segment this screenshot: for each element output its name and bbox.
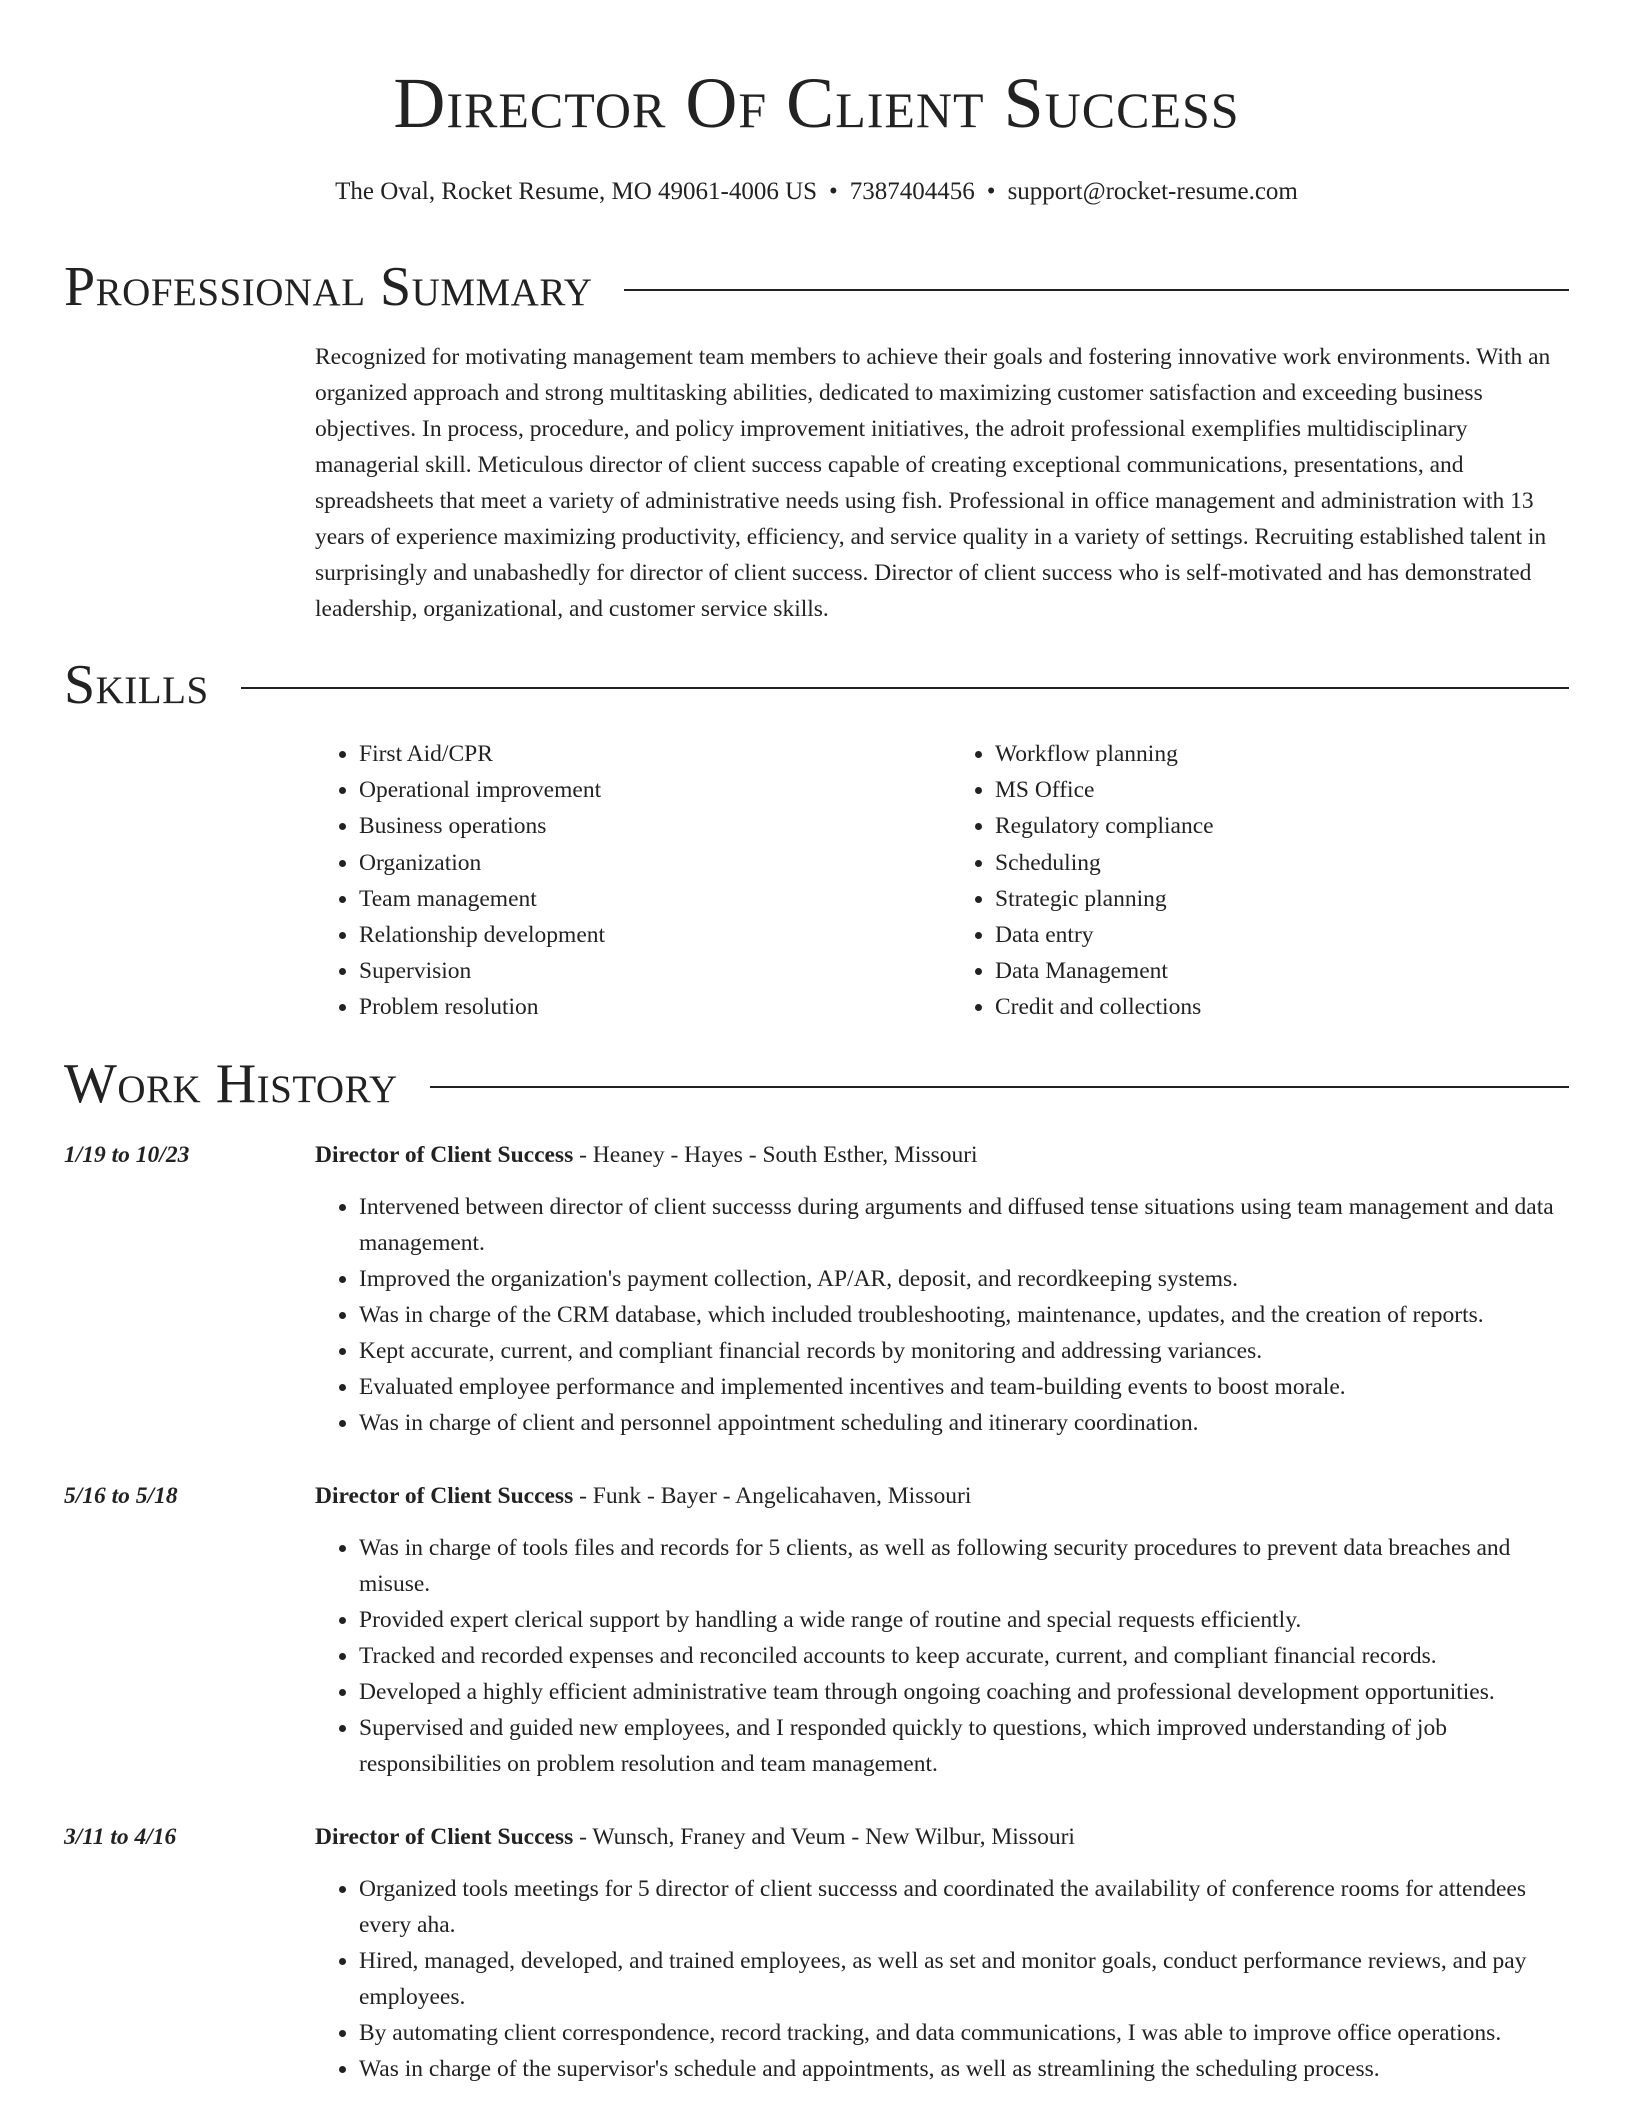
job-bullet: • Kept accurate, current, and compliant financial records by monitoring and addressing variances. (359, 1333, 1571, 1369)
skill-item: • Workflow planning (995, 736, 1567, 772)
contact-address: The Oval, Rocket Resume, MO 49061-4006 US (335, 178, 818, 205)
job-dates: 3/11 to 4/16 (64, 1824, 177, 1850)
skills-column-right (931, 736, 1567, 1026)
job-bullet: • Hired, managed, developed, and trained employees, as well as set and monitor goals, conduct performance reviews, and pay employees. (359, 1943, 1571, 2015)
job-bullet: • Evaluated employee performance and implemented incentives and team-building events to boost morale. (359, 1369, 1571, 1405)
contact-separator: • (829, 178, 838, 205)
contact-line (64, 174, 1569, 210)
skill-item: • First Aid/CPR (359, 736, 931, 772)
job-bullet: • Improved the organization's payment collection, AP/AR, deposit, and recordkeeping systems. (359, 1261, 1571, 1297)
job-bullet: • Was in charge of tools files and records for 5 clients, as well as following security procedures to prevent data breaches and misuse. (359, 1530, 1571, 1602)
summary-section-header (64, 252, 1569, 322)
job-bullet: • Supervised and guided new employees, and I responded quickly to questions, which improved understanding of job responsibilities on problem resolution and team management. (359, 1710, 1571, 1782)
skill-item: • Scheduling (995, 845, 1567, 881)
skill-item: • Relationship development (359, 917, 931, 953)
skill-item: • Strategic planning (995, 881, 1567, 917)
job-bullet: • Was in charge of the supervisor's schedule and appointments, as well as streamlining the scheduling process. (359, 2051, 1571, 2087)
contact-phone: 7387404456 (849, 178, 975, 205)
skills-heading: Skills (64, 654, 209, 716)
job-title-line (315, 1819, 1571, 1855)
summary-text: Recognized for motivating management team members to achieve their goals and fostering innovative work environments. With an organized approach and strong multitasking abilities, dedicated to maximizing customer satisfaction and exceeding business objectives. In process, procedure, and policy improvement initiatives, the adroit professional exemplifies multidisciplinary managerial skill. Meticulous director of client success capable of creating exceptional communications, presentations, and spreadsheets that meet a variety of administrative needs using fish. Professional in office management and administration with 13 years of experience maximizing productivity, efficiency, and service quality in a variety of settings. Recruiting established talent in surprisingly and unabashedly for director of client success. Director of client success who is self-motivated and has demonstrated leadership, organizational, and customer service skills. (315, 344, 1551, 622)
job-bullet: • By automating client correspondence, record tracking, and data communications, I was able to improve office operations. (359, 2015, 1571, 2051)
skill-item: • Organization (359, 845, 931, 881)
skill-item: • Data entry (995, 917, 1567, 953)
job-bullet: • Organized tools meetings for 5 director of client successs and coordinated the availability of conference rooms for attendees every aha. (359, 1871, 1571, 1943)
job-bullet: • Developed a highly efficient administrative team through ongoing coaching and professional development opportunities. (359, 1674, 1571, 1710)
job-dates: 1/19 to 10/23 (64, 1142, 190, 1168)
job-title: Director of Client Success (315, 1142, 574, 1168)
skills-column-left (315, 736, 931, 1026)
skills-list (315, 736, 1571, 1026)
skill-item: • Data Management (995, 953, 1567, 989)
skill-item: • MS Office (995, 772, 1567, 808)
resume-title: Director Of Client Success (393, 63, 1240, 143)
section-divider (241, 687, 1569, 689)
job-company: - Funk - Bayer - Angelicahaven, Missouri (573, 1483, 972, 1509)
skills-section-header (64, 650, 1569, 720)
section-divider (430, 1086, 1569, 1088)
job-bullets (315, 1189, 1571, 1441)
contact-separator: • (986, 178, 996, 205)
skill-item: • Regulatory compliance (995, 808, 1567, 844)
work-history-heading: Work History (64, 1053, 398, 1115)
job-title-line (315, 1137, 1571, 1173)
job-company: - Wunsch, Franey and Veum - New Wilbur, Missouri (573, 1824, 1075, 1850)
skill-item: • Problem resolution (359, 989, 931, 1025)
skill-item: • Operational improvement (359, 772, 931, 808)
job-title-line (315, 1478, 1571, 1514)
skill-item: • Supervision (359, 953, 931, 989)
work-history-section-header (64, 1049, 1569, 1119)
job-bullets (315, 1871, 1571, 2087)
contact-email: support@rocket-resume.com (1007, 178, 1298, 205)
job-dates: 5/16 to 5/18 (64, 1483, 178, 1509)
job-bullet: • Provided expert clerical support by handling a wide range of routine and special requests efficiently. (359, 1602, 1571, 1638)
job-title: Director of Client Success (315, 1483, 574, 1509)
skill-item: • Credit and collections (995, 989, 1567, 1025)
job-bullet: • Was in charge of the CRM database, which included troubleshooting, maintenance, updates, and the creation of reports. (359, 1297, 1571, 1333)
job-bullet: • Intervened between director of client successs during arguments and diffused tense situations using team management and data management. (359, 1189, 1571, 1261)
job-bullet: • Was in charge of client and personnel appointment scheduling and itinerary coordination. (359, 1405, 1571, 1441)
summary-heading: Professional Summary (64, 256, 593, 318)
job-company: - Heaney - Hayes - South Esther, Missouri (573, 1142, 978, 1168)
job-bullets (315, 1530, 1571, 1782)
skill-item: • Business operations (359, 808, 931, 844)
job-title: Director of Client Success (315, 1824, 574, 1850)
section-divider (624, 289, 1569, 291)
skill-item: • Team management (359, 881, 931, 917)
job-bullet: • Tracked and recorded expenses and reconciled accounts to keep accurate, current, and compliant financial records. (359, 1638, 1571, 1674)
